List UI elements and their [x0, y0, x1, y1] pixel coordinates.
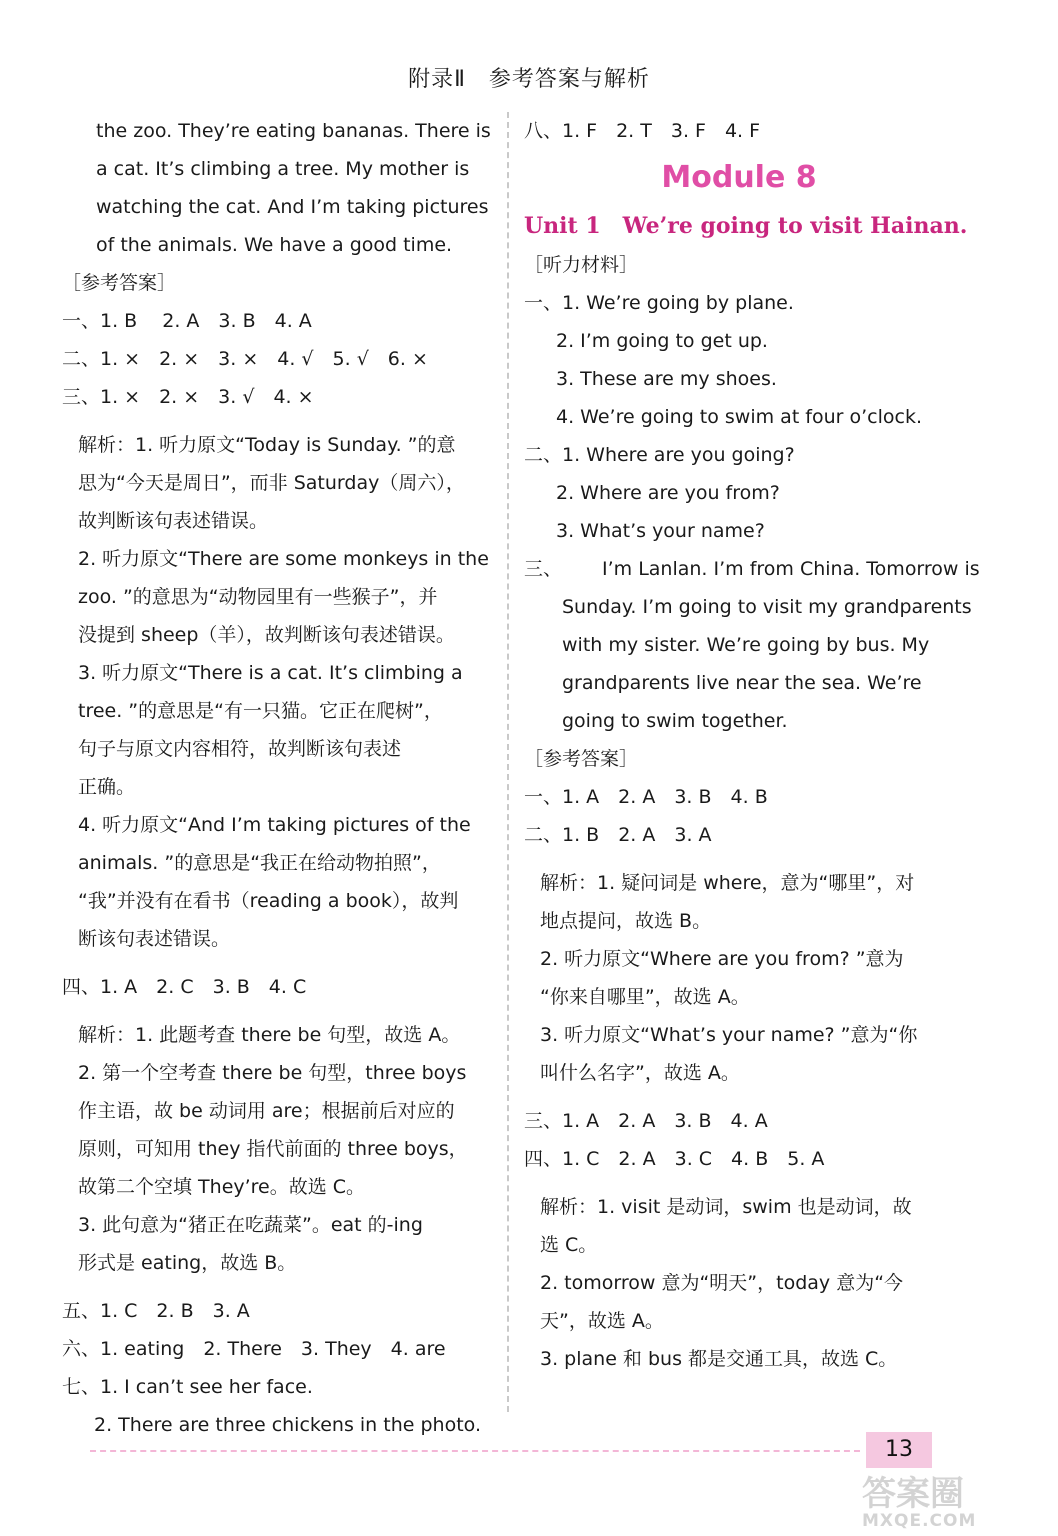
analysis-line: 2. 听力原文“There are some monkeys in the: [78, 548, 489, 570]
answer-line: 八、1. F 2. T 3. F 4. F: [524, 120, 761, 142]
module-title: Module 8: [661, 160, 817, 195]
listening-line: 3. These are my shoes.: [556, 368, 777, 390]
analysis-line: 解析：1. 疑问词是 where，意为“哪里”，对: [540, 872, 915, 894]
passage-line: going to swim together.: [562, 710, 788, 732]
right-column: [524, 112, 980, 1378]
passage-line: with my sister. We’re going by bus. My: [562, 634, 930, 656]
listening-passage-3: [524, 550, 980, 740]
watermark-url: MXQE.COM: [862, 1511, 977, 1531]
passage-line: I’m Lanlan. I’m from China. Tomorrow is: [602, 558, 980, 580]
analysis-line: 3. 听力原文“There is a cat. It’s climbing a: [78, 662, 463, 684]
analysis-line: 3. 此句意为“猪正在吃蔬菜”。eat 的-ing: [78, 1214, 423, 1236]
analysis-block: [524, 864, 954, 1092]
analysis-block: [524, 1188, 954, 1378]
passage-line: the zoo. They’re eating bananas. There is: [96, 120, 491, 142]
analysis-line: 4. 听力原文“And I’m taking pictures of the: [78, 814, 471, 836]
analysis-line: “你来自哪里”，故选 A。: [540, 986, 750, 1008]
left-column: [62, 112, 492, 1444]
analysis-line: tree. ”的意思是“有一只猫。它正在爬树”，: [78, 700, 443, 722]
analysis-line: 解析：1. visit 是动词，swim 也是动词，故: [540, 1196, 912, 1218]
analysis-line: 2. tomorrow 意为“明天”，today 意为“今: [540, 1272, 904, 1294]
section-label: 三、: [524, 558, 563, 580]
analysis-line: 形式是 eating，故选 B。: [78, 1252, 297, 1274]
analysis-line: animals. ”的意思是“我正在给动物拍照”，: [78, 852, 441, 874]
analysis-line: 故第二个空填 They’re。故选 C。: [78, 1176, 366, 1198]
analysis-line: 3. 听力原文“What’s your name? ”意为“你: [540, 1024, 918, 1046]
analysis-line: 地点提问，故选 B。: [540, 910, 712, 932]
passage-line: grandparents live near the sea. We’re: [562, 672, 922, 694]
listening-line: 2. I’m going to get up.: [556, 330, 768, 352]
answer-line: 六、1. eating 2. There 3. They 4. are: [62, 1338, 446, 1360]
listening-line: 二、1. Where are you going?: [524, 444, 795, 466]
analysis-line: 天”，故选 A。: [540, 1310, 664, 1332]
analysis-line: 没提到 sheep（羊），故判断该句表述错误。: [78, 624, 455, 646]
analysis-line: 2. 听力原文“Where are you from? ”意为: [540, 948, 904, 970]
analysis-block: [62, 1016, 492, 1282]
passage-line: of the animals. We have a good time.: [96, 234, 453, 256]
passage-line: a cat. It’s climbing a tree. My mother is: [96, 158, 470, 180]
answer-line: 四、1. A 2. C 3. B 4. C: [62, 976, 307, 998]
analysis-line: 2. 第一个空考查 there be 句型，three boys: [78, 1062, 467, 1084]
footer-rule: [90, 1450, 860, 1452]
analysis-line: 解析：1. 此题考查 there be 句型，故选 A。: [78, 1024, 461, 1046]
analysis-line: “我”并没有在看书（reading a book），故判: [78, 890, 459, 912]
listening-passage: [62, 112, 492, 264]
analysis-line: 选 C。: [540, 1234, 598, 1256]
analysis-line: zoo. ”的意思为“动物园里有一些猴子”，并: [78, 586, 438, 608]
answer-line: 二、1. × 2. × 3. × 4. √ 5. √ 6. ×: [62, 348, 428, 370]
analysis-line: 3. plane 和 bus 都是交通工具，故选 C。: [540, 1348, 898, 1370]
listening-line: 4. We’re going to swim at four o’clock.: [556, 406, 923, 428]
answer-line: 一、1. A 2. A 3. B 4. B: [524, 786, 768, 808]
answer-line: 三、1. × 2. × 3. √ 4. ×: [62, 386, 314, 408]
listening-line: 3. What’s your name?: [556, 520, 765, 542]
answer-line: 三、1. A 2. A 3. B 4. A: [524, 1110, 768, 1132]
watermark-logo: [862, 1476, 1052, 1532]
unit-title: Unit 1 We’re going to visit Hainan.: [524, 213, 968, 239]
analysis-line: 断该句表述错误。: [78, 928, 231, 950]
analysis-line: 作主语，故 be 动词用 are；根据前后对应的: [78, 1100, 455, 1122]
watermark-text: 答案圈: [862, 1474, 964, 1514]
reference-answer-tag: ［参考答案］: [524, 748, 639, 770]
analysis-line: 原则，可知用 they 指代前面的 three boys，: [78, 1138, 468, 1160]
page-number: 13: [866, 1432, 932, 1468]
answer-line: 七、1. I can’t see her face.: [62, 1376, 313, 1398]
answer-line: 四、1. C 2. A 3. C 4. B 5. A: [524, 1148, 825, 1170]
listening-material-tag: ［听力材料］: [524, 254, 639, 276]
analysis-block: [62, 426, 492, 958]
page-header: 附录Ⅱ 参考答案与解析: [408, 67, 650, 92]
answer-line: 二、1. B 2. A 3. A: [524, 824, 712, 846]
analysis-line: 思为“今天是周日”，而非 Saturday（周六），: [78, 472, 465, 494]
reference-answer-tag: ［参考答案］: [62, 272, 177, 294]
analysis-line: 解析：1. 听力原文“Today is Sunday. ”的意: [78, 434, 456, 456]
analysis-line: 故判断该句表述错误。: [78, 510, 269, 532]
listening-line: 2. Where are you from?: [556, 482, 780, 504]
analysis-line: 正确。: [78, 776, 136, 798]
analysis-line: 叫什么名字”，故选 A。: [540, 1062, 740, 1084]
column-divider: [507, 112, 509, 1412]
answer-line: 五、1. C 2. B 3. A: [62, 1300, 250, 1322]
answer-line: 一、1. B 2. A 3. B 4. A: [62, 310, 312, 332]
passage-line: watching the cat. And I’m taking pictures: [96, 196, 489, 218]
listening-line: 一、1. We’re going by plane.: [524, 292, 794, 314]
answer-line: 2. There are three chickens in the photo.: [94, 1414, 481, 1436]
analysis-line: 句子与原文内容相符，故判断该句表述: [78, 738, 402, 760]
passage-line: Sunday. I’m going to visit my grandparents: [562, 596, 972, 618]
